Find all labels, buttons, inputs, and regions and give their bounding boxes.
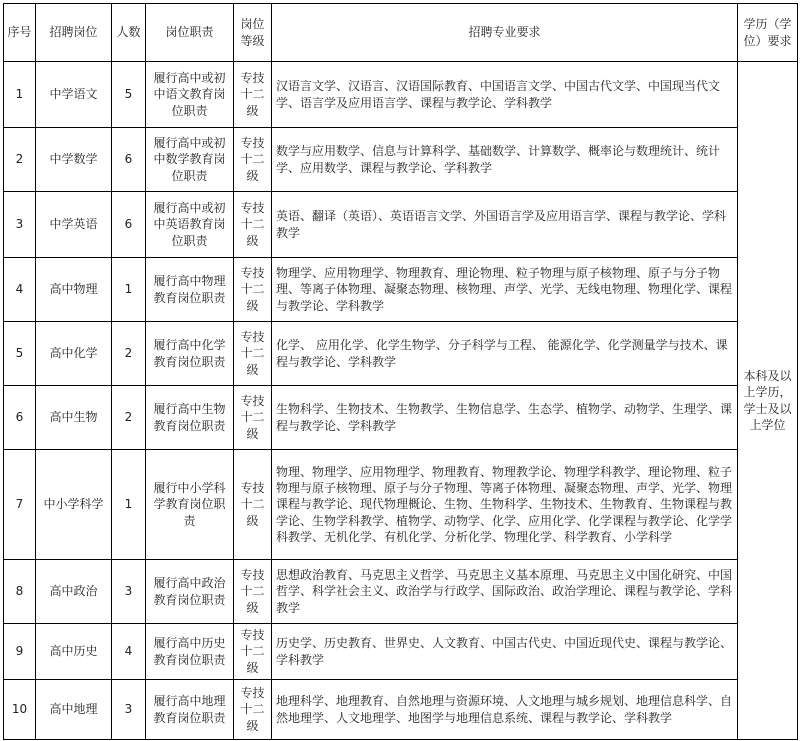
serial-cell: 9 — [4, 624, 36, 680]
majors-cell: 化学、 应用化学、化学生物学、分子科学与工程、 能源化学、化学测量学与技术、课程与教学论、学科教学 — [272, 322, 738, 386]
column-header: 招聘岗位 — [36, 4, 112, 62]
position-cell: 中学数学 — [36, 128, 112, 192]
column-header: 招聘专业要求 — [272, 4, 738, 62]
serial-cell: 10 — [4, 680, 36, 740]
table-row — [4, 386, 798, 450]
majors-cell: 英语、翻译（英语）、英语语言文学、外国语言学及应用语言学、课程与教学论、学科教学 — [272, 192, 738, 258]
count-cell: 6 — [112, 128, 146, 192]
level-cell: 专技十二级 — [234, 62, 272, 128]
table-row — [4, 128, 798, 192]
serial-cell: 3 — [4, 192, 36, 258]
position-cell: 高中生物 — [36, 386, 112, 450]
count-cell: 3 — [112, 680, 146, 740]
majors-cell: 汉语言文学、汉语言、汉语国际教育、中国语言文学、中国古代文学、中国现当代文学、语言学及应用语言学、课程与教学论、学科教学 — [272, 62, 738, 128]
duty-cell: 履行高中化学教育岗位职责 — [146, 322, 234, 386]
position-cell: 中学语文 — [36, 62, 112, 128]
majors-cell: 物理学、应用物理学、物理教育、理论物理、粒子物理与原子核物理、原子与分子物理、等离子体物理、凝聚态物理、核物理、声学、光学、无线电物理、物理化学、课程与教学论、学科教学 — [272, 258, 738, 322]
duty-cell: 履行高中历史教育岗位职责 — [146, 624, 234, 680]
count-cell: 3 — [112, 560, 146, 624]
position-cell: 高中物理 — [36, 258, 112, 322]
table-row — [4, 450, 798, 560]
duty-cell: 履行高中政治教育岗位职责 — [146, 560, 234, 624]
table-body — [4, 62, 798, 740]
majors-cell: 数学与应用数学、信息与计算科学、基础数学、计算数学、概率论与数理统计、统计学、应用数学、课程与教学论、学科教学 — [272, 128, 738, 192]
serial-cell: 2 — [4, 128, 36, 192]
column-header: 学历（学位）要求 — [738, 4, 798, 62]
duty-cell: 履行高中或初中英语教育岗位职责 — [146, 192, 234, 258]
count-cell: 6 — [112, 192, 146, 258]
duty-cell: 履行高中生物教育岗位职责 — [146, 386, 234, 450]
column-header: 序号 — [4, 4, 36, 62]
table-row — [4, 624, 798, 680]
level-cell: 专技十二级 — [234, 192, 272, 258]
position-cell: 高中政治 — [36, 560, 112, 624]
table-row — [4, 192, 798, 258]
table-row — [4, 62, 798, 128]
table-row — [4, 258, 798, 322]
position-cell: 高中化学 — [36, 322, 112, 386]
table-row — [4, 322, 798, 386]
serial-cell: 6 — [4, 386, 36, 450]
level-cell: 专技十二级 — [234, 624, 272, 680]
duty-cell: 履行高中或初中数学教育岗位职责 — [146, 128, 234, 192]
level-cell: 专技十二级 — [234, 322, 272, 386]
count-cell: 1 — [112, 258, 146, 322]
count-cell: 1 — [112, 450, 146, 560]
column-header: 人数 — [112, 4, 146, 62]
count-cell: 2 — [112, 386, 146, 450]
position-cell: 高中历史 — [36, 624, 112, 680]
majors-cell: 物理、物理学、应用物理学、物理教育、物理教学论、物理学科教学、理论物理、粒子物理与原子核物理、原子与分子物理、等离子体物理、凝聚态物理、声学、光学、物理课程与教学论、现代物理概论、生物、生物科学、生物技术、生物教育、生物课程与教学论、生物学科教学、植物学、动物学、化学、应用化学、化学课程与教学论、化学学科教学、无机化学、有机化学、分析化学、物理化学、科学教育、小学科学 — [272, 450, 738, 560]
duty-cell: 履行高中物理教育岗位职责 — [146, 258, 234, 322]
level-cell: 专技十二级 — [234, 450, 272, 560]
position-cell: 中小学科学 — [36, 450, 112, 560]
recruitment-positions-table — [3, 3, 798, 740]
duty-cell: 履行中小学科学教育岗位职责 — [146, 450, 234, 560]
education-requirement-cell: 本科及以上学历，学士及以上学位 — [738, 62, 798, 740]
serial-cell: 8 — [4, 560, 36, 624]
majors-cell: 思想政治教育、马克思主义哲学、马克思主义基本原理、马克思主义中国化研究、中国哲学、科学社会主义、政治学与行政学、国际政治、政治学理论、课程与教学论、学科教学 — [272, 560, 738, 624]
level-cell: 专技十二级 — [234, 680, 272, 740]
serial-cell: 7 — [4, 450, 36, 560]
serial-cell: 5 — [4, 322, 36, 386]
level-cell: 专技十二级 — [234, 560, 272, 624]
count-cell: 5 — [112, 62, 146, 128]
level-cell: 专技十二级 — [234, 386, 272, 450]
serial-cell: 4 — [4, 258, 36, 322]
table-row — [4, 680, 798, 740]
majors-cell: 生物科学、生物技术、生物教学、生物信息学、生态学、植物学、动物学、生理学、课程与教学论、学科教学 — [272, 386, 738, 450]
duty-cell: 履行高中或初中语文教育岗位职责 — [146, 62, 234, 128]
level-cell: 专技十二级 — [234, 258, 272, 322]
count-cell: 4 — [112, 624, 146, 680]
majors-cell: 历史学、历史教育、世界史、人文教育、中国古代史、中国近现代史、课程与教学论、学科教学 — [272, 624, 738, 680]
position-cell: 中学英语 — [36, 192, 112, 258]
majors-cell: 地理科学、地理教育、自然地理与资源环境、人文地理与城乡规划、地理信息科学、自然地理学、人文地理学、地图学与地理信息系统、课程与教学论、学科教学 — [272, 680, 738, 740]
header-row — [4, 4, 798, 62]
level-cell: 专技十二级 — [234, 128, 272, 192]
position-cell: 高中地理 — [36, 680, 112, 740]
column-header: 岗位职责 — [146, 4, 234, 62]
count-cell: 2 — [112, 322, 146, 386]
table-row — [4, 560, 798, 624]
serial-cell: 1 — [4, 62, 36, 128]
column-header: 岗位等级 — [234, 4, 272, 62]
duty-cell: 履行高中地理教育岗位职责 — [146, 680, 234, 740]
